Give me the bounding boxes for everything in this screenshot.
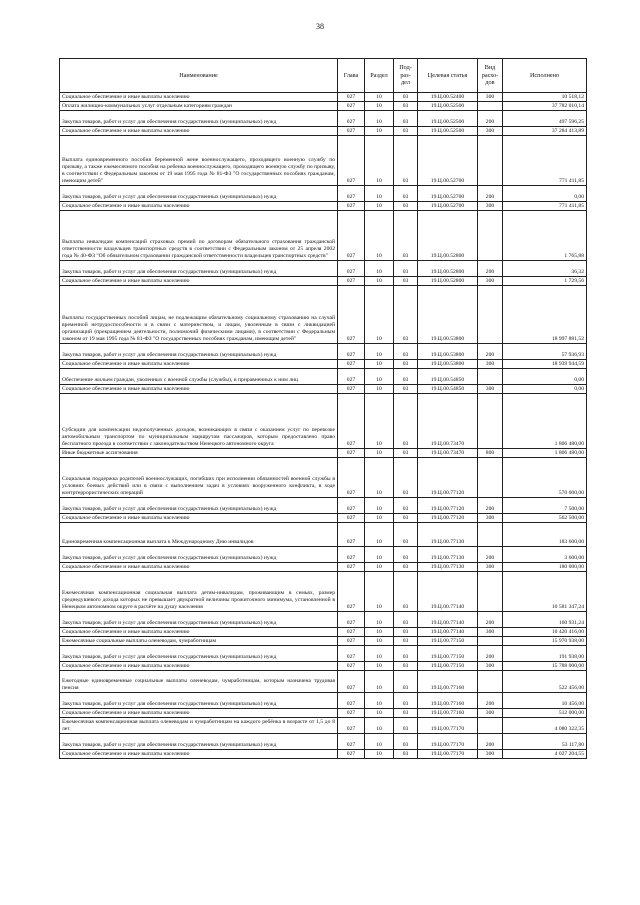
row-glava: 027: [338, 102, 365, 111]
row-podrazdel: 03: [394, 563, 418, 572]
row-podrazdel: 03: [394, 750, 418, 759]
row-glava: 027: [338, 360, 365, 369]
row-podrazdel: 03: [394, 136, 418, 186]
row-vid: [478, 394, 503, 449]
row-glava: 027: [338, 211, 365, 261]
row-target: 19.Ц.00.52700: [418, 202, 478, 211]
row-glava: 027: [338, 449, 365, 458]
row-target: 19.Ц.00.52700: [418, 186, 478, 202]
row-name: Закупка товаров, работ и услуг для обеспечения государственных (муниципальных) нужд: [60, 646, 338, 662]
row-target: 19.Ц.00.52500: [418, 111, 478, 127]
row-razdel: 10: [365, 734, 394, 750]
row-executed: 4 027 204,55: [503, 750, 587, 759]
table-row: [60, 286, 587, 344]
row-name: Закупка товаров, работ и услуг для обеспечения государственных (муниципальных) нужд: [60, 612, 338, 628]
row-vid: 200: [478, 186, 503, 202]
row-name: Социальное обеспечение и иные выплаты населению: [60, 563, 338, 572]
row-glava: 027: [338, 612, 365, 628]
row-name: Ежемесячная компенсационная социальная выплата детям-инвалидам, проживающим в семьях, размер среднедушевого дохода которых не превышает двукратной величины прожиточного минимума, установленной в Ненецком автономном округе в расчёте на душу населения: [60, 572, 338, 612]
row-vid: [478, 211, 503, 261]
table-row: [60, 136, 587, 186]
row-vid: [478, 637, 503, 646]
row-glava: 027: [338, 750, 365, 759]
row-vid: [478, 718, 503, 734]
row-razdel: 10: [365, 612, 394, 628]
row-podrazdel: 03: [394, 693, 418, 709]
row-vid: 200: [478, 344, 503, 360]
row-vid: 200: [478, 111, 503, 127]
row-executed: 10 456,00: [503, 693, 587, 709]
row-executed: 160 931,24: [503, 612, 587, 628]
row-glava: 027: [338, 458, 365, 498]
row-podrazdel: 03: [394, 394, 418, 449]
row-target: 19.Ц.00.52500: [418, 127, 478, 136]
row-glava: 027: [338, 344, 365, 360]
table-row: [60, 628, 587, 637]
row-glava: 027: [338, 394, 365, 449]
row-executed: 522 456,00: [503, 671, 587, 693]
row-glava: 027: [338, 734, 365, 750]
row-razdel: 10: [365, 523, 394, 547]
row-razdel: 10: [365, 102, 394, 111]
row-vid: 300: [478, 563, 503, 572]
row-executed: 0,00: [503, 385, 587, 394]
table-row: [60, 547, 587, 563]
row-podrazdel: 03: [394, 102, 418, 111]
row-razdel: 10: [365, 369, 394, 385]
row-glava: 027: [338, 563, 365, 572]
row-razdel: 10: [365, 211, 394, 261]
row-razdel: 10: [365, 662, 394, 671]
row-executed: 10 420 416,00: [503, 628, 587, 637]
row-executed: 4 080 322,35: [503, 718, 587, 734]
table-row: [60, 261, 587, 277]
row-name: Социальное обеспечение и иные выплаты населению: [60, 662, 338, 671]
header-podrazdel: Под-раз-дел: [394, 59, 418, 93]
row-razdel: 10: [365, 637, 394, 646]
row-razdel: 10: [365, 136, 394, 186]
row-vid: 200: [478, 693, 503, 709]
row-target: 19.Ц.00.52800: [418, 277, 478, 286]
row-vid: 300: [478, 202, 503, 211]
row-executed: 570 000,00: [503, 458, 587, 498]
row-target: 19.Ц.00.77170: [418, 750, 478, 759]
row-vid: 200: [478, 612, 503, 628]
row-glava: 027: [338, 646, 365, 662]
row-razdel: 10: [365, 628, 394, 637]
row-podrazdel: 03: [394, 734, 418, 750]
row-razdel: 10: [365, 671, 394, 693]
row-name: Закупка товаров, работ и услуг для обеспечения государственных (муниципальных) нужд: [60, 693, 338, 709]
row-razdel: 10: [365, 286, 394, 344]
row-name: Социальное обеспечение и иные выплаты населению: [60, 202, 338, 211]
row-name: Социальное обеспечение и иные выплаты населению: [60, 628, 338, 637]
row-vid: 300: [478, 93, 503, 102]
row-podrazdel: 03: [394, 449, 418, 458]
row-name: Социальное обеспечение и иные выплаты населению: [60, 127, 338, 136]
table-row: [60, 458, 587, 498]
row-executed: 497 596,25: [503, 111, 587, 127]
row-target: 19.Ц.00.77170: [418, 718, 478, 734]
header-glava: Глава: [338, 59, 365, 93]
row-podrazdel: 03: [394, 93, 418, 102]
row-name: Оплата жилищно-коммунальных услуг отдельным категориям граждан: [60, 102, 338, 111]
row-name: Субсидии для компенсации недополученных доходов, возникающих в связи с оказанием услуг по перевозке автомобильным транспортом по муниципальным маршрутам пассажиров, которым предоставлено право бесплатного проезда в соответствии с законодательством Ненецкого автономного округа: [60, 394, 338, 449]
row-target: 19.Ц.00.77140: [418, 628, 478, 637]
row-razdel: 10: [365, 718, 394, 734]
row-name: Закупка товаров, работ и услуг для обеспечения государственных (муниципальных) нужд: [60, 734, 338, 750]
header-razdel: Раздел: [365, 59, 394, 93]
row-executed: 57 936,93: [503, 344, 587, 360]
row-target: 19.Ц.00.77120: [418, 458, 478, 498]
row-executed: 53 117,80: [503, 734, 587, 750]
row-vid: 200: [478, 261, 503, 277]
row-glava: 027: [338, 277, 365, 286]
table-row: [60, 102, 587, 111]
table-row: [60, 360, 587, 369]
row-podrazdel: 03: [394, 277, 418, 286]
row-vid: 300: [478, 750, 503, 759]
row-razdel: 10: [365, 572, 394, 612]
row-target: 19.Ц.00.54850: [418, 369, 478, 385]
row-glava: 027: [338, 498, 365, 514]
row-vid: [478, 671, 503, 693]
row-target: 19.Ц.00.52800: [418, 261, 478, 277]
row-vid: 300: [478, 514, 503, 523]
row-name: Закупка товаров, работ и услуг для обеспечения государственных (муниципальных) нужд: [60, 111, 338, 127]
row-name: Ежемесячные социальные выплаты оленеводам, чумработницам: [60, 637, 338, 646]
row-glava: 027: [338, 514, 365, 523]
row-target: 19.Ц.00.77150: [418, 662, 478, 671]
table-row: [60, 523, 587, 547]
table-row: [60, 369, 587, 385]
budget-table: [59, 58, 587, 759]
table-row: [60, 734, 587, 750]
row-executed: 36,32: [503, 261, 587, 277]
row-executed: 1 765,88: [503, 211, 587, 261]
table-row: [60, 709, 587, 718]
row-podrazdel: 03: [394, 572, 418, 612]
row-name: Обеспечение жильем граждан, уволенных с военной службы (службы), и приравненных к ним лиц: [60, 369, 338, 385]
table-row: [60, 637, 587, 646]
row-name: Выплаты государственных пособий лицам, не подлежащим обязательному социальному страхованию на случай временной нетрудоспособности и в связи с материнством, и лицам, уволенным в связи с ликвидацией организаций (прекращением деятельности, полномочий физическими лицами), в соответствии с Федеральным законом от 19 мая 1995 года № 81-ФЗ "О государственных пособиях гражданам, имеющим детей": [60, 286, 338, 344]
row-razdel: 10: [365, 111, 394, 127]
row-glava: 027: [338, 572, 365, 612]
table-header-row: [60, 59, 587, 93]
row-executed: 512 000,00: [503, 709, 587, 718]
row-podrazdel: 03: [394, 202, 418, 211]
row-name: Ежемесячная компенсационная выплата оленеводам и чумработницам на каждого ребёнка в возрасте от 1,5 до 8 лет: [60, 718, 338, 734]
row-target: 19.Ц.00.77140: [418, 572, 478, 612]
row-target: 19.Ц.00.53800: [418, 360, 478, 369]
row-executed: 771 411,85: [503, 136, 587, 186]
row-executed: 1 806 480,00: [503, 394, 587, 449]
row-executed: 18 997 881,52: [503, 286, 587, 344]
row-vid: [478, 572, 503, 612]
row-name: Выплаты инвалидам компенсаций страховых премий по договорам обязательного страхования гражданской ответственности владельцев транспортных средств в соответствии с Федеральным законом от 25 апреля 2002 года № 40-ФЗ "Об обязательном страховании гражданской ответственности владельцев транспортных средств": [60, 211, 338, 261]
row-executed: 15 970 938,00: [503, 637, 587, 646]
row-vid: 300: [478, 628, 503, 637]
row-podrazdel: 03: [394, 671, 418, 693]
row-vid: 200: [478, 498, 503, 514]
row-executed: 1 729,56: [503, 277, 587, 286]
row-target: 19.Ц.00.77120: [418, 498, 478, 514]
header-target: Целевая статья: [418, 59, 478, 93]
row-razdel: 10: [365, 750, 394, 759]
row-podrazdel: 03: [394, 261, 418, 277]
row-razdel: 10: [365, 449, 394, 458]
header-vid: Вид расхо-дов: [478, 59, 503, 93]
row-podrazdel: 03: [394, 498, 418, 514]
row-razdel: 10: [365, 261, 394, 277]
row-vid: 200: [478, 547, 503, 563]
row-vid: 300: [478, 709, 503, 718]
row-glava: 027: [338, 202, 365, 211]
row-vid: [478, 286, 503, 344]
table-row: [60, 202, 587, 211]
row-podrazdel: 03: [394, 709, 418, 718]
table-row: [60, 662, 587, 671]
table-row: [60, 394, 587, 449]
row-razdel: 10: [365, 127, 394, 136]
table-row: [60, 718, 587, 734]
row-vid: [478, 102, 503, 111]
row-vid: [478, 136, 503, 186]
row-executed: 0,00: [503, 369, 587, 385]
table-row: [60, 385, 587, 394]
row-executed: 7 500,00: [503, 498, 587, 514]
row-vid: 300: [478, 127, 503, 136]
row-executed: 37 284 413,89: [503, 127, 587, 136]
row-target: 19.Ц.00.77150: [418, 646, 478, 662]
row-name: Социальное обеспечение и иные выплаты населению: [60, 360, 338, 369]
row-glava: 027: [338, 286, 365, 344]
table-row: [60, 344, 587, 360]
row-glava: 027: [338, 547, 365, 563]
row-vid: 800: [478, 449, 503, 458]
table-row: [60, 572, 587, 612]
row-glava: 027: [338, 93, 365, 102]
row-glava: 027: [338, 186, 365, 202]
row-glava: 027: [338, 385, 365, 394]
row-executed: 0,00: [503, 186, 587, 202]
row-glava: 027: [338, 369, 365, 385]
row-name: Закупка товаров, работ и услуг для обеспечения государственных (муниципальных) нужд: [60, 547, 338, 563]
row-executed: 10 581 347,24: [503, 572, 587, 612]
row-glava: 027: [338, 693, 365, 709]
table-row: [60, 612, 587, 628]
row-podrazdel: 03: [394, 612, 418, 628]
row-podrazdel: 03: [394, 369, 418, 385]
row-name: Закупка товаров, работ и услуг для обеспечения государственных (муниципальных) нужд: [60, 498, 338, 514]
row-razdel: 10: [365, 186, 394, 202]
table-row: [60, 111, 587, 127]
row-razdel: 10: [365, 563, 394, 572]
row-executed: 183 600,00: [503, 523, 587, 547]
row-vid: 200: [478, 734, 503, 750]
row-name: Закупка товаров, работ и услуг для обеспечения государственных (муниципальных) нужд: [60, 186, 338, 202]
row-glava: 027: [338, 127, 365, 136]
row-vid: 300: [478, 360, 503, 369]
row-razdel: 10: [365, 514, 394, 523]
row-name: Закупка товаров, работ и услуг для обеспечения государственных (муниципальных) нужд: [60, 261, 338, 277]
row-target: 19.Ц.00.77130: [418, 523, 478, 547]
row-target: 19.Ц.00.77130: [418, 547, 478, 563]
row-target: 19.Ц.00.77170: [418, 734, 478, 750]
row-target: 19.Ц.00.77160: [418, 709, 478, 718]
row-podrazdel: 03: [394, 186, 418, 202]
row-razdel: 10: [365, 498, 394, 514]
row-podrazdel: 03: [394, 523, 418, 547]
row-target: 19.Ц.00.52500: [418, 102, 478, 111]
row-target: 19.Ц.00.73470: [418, 394, 478, 449]
row-name: Выплата единовременного пособия беременной жене военнослужащего, проходящего военную службу по призыву, а также ежемесячного пособия на ребенка военнослужащего, проходящего военную службу по призыву, в соответствии с Федеральным законом от 19 мая 1995 года № 81-ФЗ "О государственных пособиях гражданам, имеющим детей": [60, 136, 338, 186]
row-razdel: 10: [365, 709, 394, 718]
table-row: [60, 449, 587, 458]
row-podrazdel: 03: [394, 547, 418, 563]
row-target: 19.Ц.00.77150: [418, 637, 478, 646]
row-vid: 200: [478, 646, 503, 662]
row-razdel: 10: [365, 646, 394, 662]
row-razdel: 10: [365, 385, 394, 394]
row-target: 19.Ц.00.52400: [418, 93, 478, 102]
row-podrazdel: 03: [394, 718, 418, 734]
row-podrazdel: 03: [394, 211, 418, 261]
row-vid: 300: [478, 662, 503, 671]
row-podrazdel: 03: [394, 646, 418, 662]
table-row: [60, 671, 587, 693]
row-razdel: 10: [365, 360, 394, 369]
row-glava: 027: [338, 671, 365, 693]
row-executed: 18 939 944,59: [503, 360, 587, 369]
table-row: [60, 277, 587, 286]
row-podrazdel: 03: [394, 514, 418, 523]
table-row: [60, 693, 587, 709]
table-row: [60, 186, 587, 202]
page-number: 38: [316, 22, 324, 31]
row-podrazdel: 03: [394, 344, 418, 360]
row-razdel: 10: [365, 277, 394, 286]
row-vid: 300: [478, 277, 503, 286]
row-executed: 180 000,00: [503, 563, 587, 572]
row-name: Социальное обеспечение и иные выплаты населению: [60, 709, 338, 718]
table-row: [60, 211, 587, 261]
row-podrazdel: 03: [394, 127, 418, 136]
row-executed: 562 500,00: [503, 514, 587, 523]
row-name: Единовременная компенсационная выплата к Международному Дню инвалидов: [60, 523, 338, 547]
row-razdel: 10: [365, 93, 394, 102]
row-target: 19.Ц.00.73470: [418, 449, 478, 458]
row-podrazdel: 03: [394, 385, 418, 394]
row-razdel: 10: [365, 394, 394, 449]
row-glava: 027: [338, 136, 365, 186]
row-glava: 027: [338, 261, 365, 277]
row-glava: 027: [338, 523, 365, 547]
row-executed: 10 518,12: [503, 93, 587, 102]
row-name: Иные бюджетные ассигнования: [60, 449, 338, 458]
row-razdel: 10: [365, 458, 394, 498]
row-target: 19.Ц.00.77140: [418, 612, 478, 628]
row-glava: 027: [338, 718, 365, 734]
row-vid: [478, 523, 503, 547]
row-name: Социальное обеспечение и иные выплаты населению: [60, 750, 338, 759]
row-podrazdel: 03: [394, 662, 418, 671]
row-target: 19.Ц.00.53800: [418, 286, 478, 344]
row-name: Социальное обеспечение и иные выплаты населению: [60, 277, 338, 286]
row-name: Социальное обеспечение и иные выплаты населению: [60, 514, 338, 523]
row-glava: 027: [338, 628, 365, 637]
row-vid: [478, 458, 503, 498]
row-podrazdel: 03: [394, 111, 418, 127]
row-executed: 191 938,00: [503, 646, 587, 662]
row-target: 19.Ц.00.53800: [418, 344, 478, 360]
table-row: [60, 514, 587, 523]
row-glava: 027: [338, 662, 365, 671]
row-name: Социальное обеспечение и иные выплаты населению: [60, 385, 338, 394]
table-row: [60, 498, 587, 514]
row-target: 19.Ц.00.77160: [418, 693, 478, 709]
row-executed: 1 806 480,00: [503, 449, 587, 458]
row-name: Закупка товаров, работ и услуг для обеспечения государственных (муниципальных) нужд: [60, 344, 338, 360]
row-target: 19.Ц.00.54850: [418, 385, 478, 394]
row-target: 19.Ц.00.52800: [418, 211, 478, 261]
row-glava: 027: [338, 637, 365, 646]
row-razdel: 10: [365, 693, 394, 709]
row-name: Социальная поддержка родителей военнослужащих, погибших при исполнении обязанностей военной службы в условиях боевых действий или в связи с выполнением задач в условиях вооруженного конфликта, в ходе контртеррористических операций: [60, 458, 338, 498]
row-podrazdel: 03: [394, 458, 418, 498]
row-executed: 3 600,00: [503, 547, 587, 563]
row-target: 19.Ц.00.77130: [418, 563, 478, 572]
header-name: Наименование: [60, 59, 338, 93]
row-target: 19.Ц.00.52700: [418, 136, 478, 186]
row-glava: 027: [338, 709, 365, 718]
table-row: [60, 93, 587, 102]
table-row: [60, 127, 587, 136]
row-razdel: 10: [365, 547, 394, 563]
row-executed: 37 782 010,14: [503, 102, 587, 111]
row-podrazdel: 03: [394, 628, 418, 637]
table-row: [60, 563, 587, 572]
row-glava: 027: [338, 111, 365, 127]
row-executed: 771 411,85: [503, 202, 587, 211]
table-row: [60, 646, 587, 662]
row-razdel: 10: [365, 202, 394, 211]
row-target: 19.Ц.00.77160: [418, 671, 478, 693]
row-razdel: 10: [365, 344, 394, 360]
row-podrazdel: 03: [394, 286, 418, 344]
row-name: Социальное обеспечение и иные выплаты населению: [60, 93, 338, 102]
row-vid: 300: [478, 385, 503, 394]
row-executed: 15 788 000,00: [503, 662, 587, 671]
row-name: Ежегодные единовременные социальные выплаты оленеводам, чумработницам, которым назначена трудовая пенсия: [60, 671, 338, 693]
row-vid: [478, 369, 503, 385]
table-row: [60, 750, 587, 759]
row-podrazdel: 03: [394, 360, 418, 369]
row-podrazdel: 03: [394, 637, 418, 646]
row-target: 19.Ц.00.77120: [418, 514, 478, 523]
header-executed: Исполнено: [503, 59, 587, 93]
